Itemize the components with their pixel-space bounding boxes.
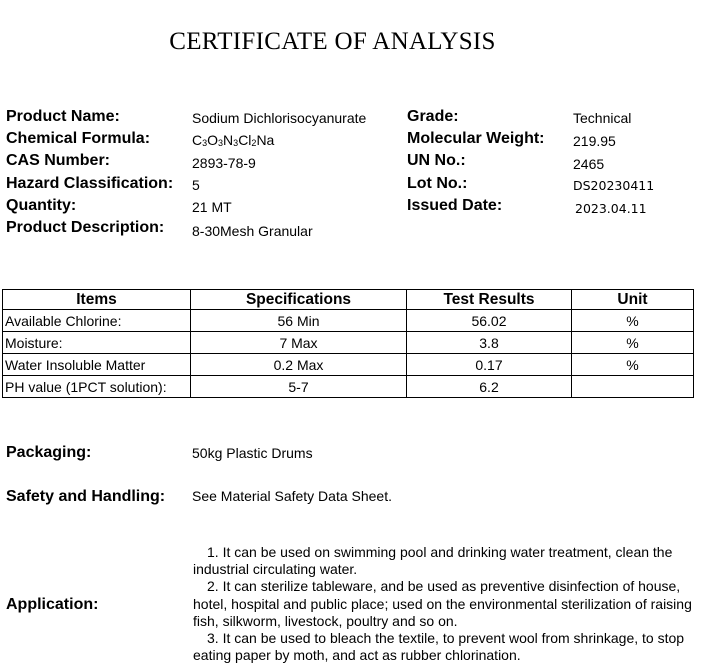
header-items: Items [3, 290, 191, 310]
packaging-label: Packaging: [6, 444, 92, 461]
safety-handling-value: See Material Safety Data Sheet. [192, 488, 392, 504]
issued-date-value: 2023.04.11 [575, 201, 647, 216]
row-test-result: 0.17 [407, 354, 572, 376]
molecular-weight-value: 219.95 [573, 133, 616, 149]
molecular-weight-label: Molecular Weight: [407, 130, 545, 147]
header-test-results: Test Results [407, 290, 572, 310]
row-test-result: 6.2 [407, 376, 572, 398]
cas-number-value: 2893-78-9 [192, 155, 256, 171]
packaging-value: 50kg Plastic Drums [192, 445, 313, 461]
hazard-classification-value: 5 [192, 177, 200, 193]
header-unit: Unit [572, 290, 694, 310]
row-unit: % [572, 332, 694, 354]
row-specification: 0.2 Max [191, 354, 407, 376]
table-header-row [3, 290, 694, 310]
application-label: Application: [6, 596, 99, 613]
grade-value: Technical [573, 110, 632, 126]
application-text [193, 544, 707, 664]
row-item: Water Insoluble Matter [3, 354, 191, 376]
chemical-formula-value [192, 132, 274, 148]
row-test-result: 56.02 [407, 310, 572, 332]
row-item: Available Chlorine: [3, 310, 191, 332]
hazard-classification-label: Hazard Classification: [6, 175, 174, 192]
row-unit: % [572, 354, 694, 376]
row-item: Moisture: [3, 332, 191, 354]
product-description-label: Product Description: [6, 219, 165, 236]
chemical-formula-label: Chemical Formula: [6, 130, 151, 147]
table-row [3, 376, 694, 398]
table-row [3, 354, 694, 376]
row-specification: 56 Min [191, 310, 407, 332]
product-name-label: Product Name: [6, 108, 120, 125]
issued-date-label: Issued Date: [407, 197, 503, 214]
document-title: CERTIFICATE OF ANALYSIS [169, 28, 496, 55]
lot-number-label: Lot No.: [407, 175, 468, 192]
un-number-label: UN No.: [407, 152, 466, 169]
safety-handling-label: Safety and Handling: [6, 488, 166, 505]
table-row [3, 310, 694, 332]
application-item: 3. It can be used to bleach the textile, to prevent wool from shrinkage, to stop eating paper by moth, and act as rubber chlorination. [193, 630, 685, 664]
row-test-result: 3.8 [407, 332, 572, 354]
row-item: PH value (1PCT solution): [3, 376, 191, 398]
row-unit: % [572, 310, 694, 332]
row-specification: 7 Max [191, 332, 407, 354]
cas-number-label: CAS Number: [6, 152, 111, 169]
row-specification: 5-7 [191, 376, 407, 398]
specification-table [2, 289, 694, 398]
quantity-label: Quantity: [6, 197, 77, 214]
chemical-formula-display: $C_3O_3N_3Cl_2Na$ [192, 132, 275, 148]
grade-label: Grade: [407, 108, 459, 125]
row-unit [572, 376, 694, 398]
product-name-value: Sodium Dichlorisocyanurate [192, 110, 367, 126]
application-item: 1. It can be used on swimming pool and drinking water treatment, clean the industrial circulating water. [193, 544, 673, 578]
quantity-value: 21 MT [192, 199, 232, 215]
application-item: 2. It can sterilize tableware, and be used as preventive disinfection of house, hotel, hospital and public place; used on the environmental sterilization of raising fish, silkworm, livestock, poultry and so on. [193, 578, 692, 629]
header-specifications: Specifications [191, 290, 407, 310]
lot-number-value: DS20230411 [573, 178, 655, 193]
table-row [3, 332, 694, 354]
un-number-value: 2465 [573, 156, 605, 172]
product-description-value: 8-30Mesh Granular [192, 223, 313, 239]
